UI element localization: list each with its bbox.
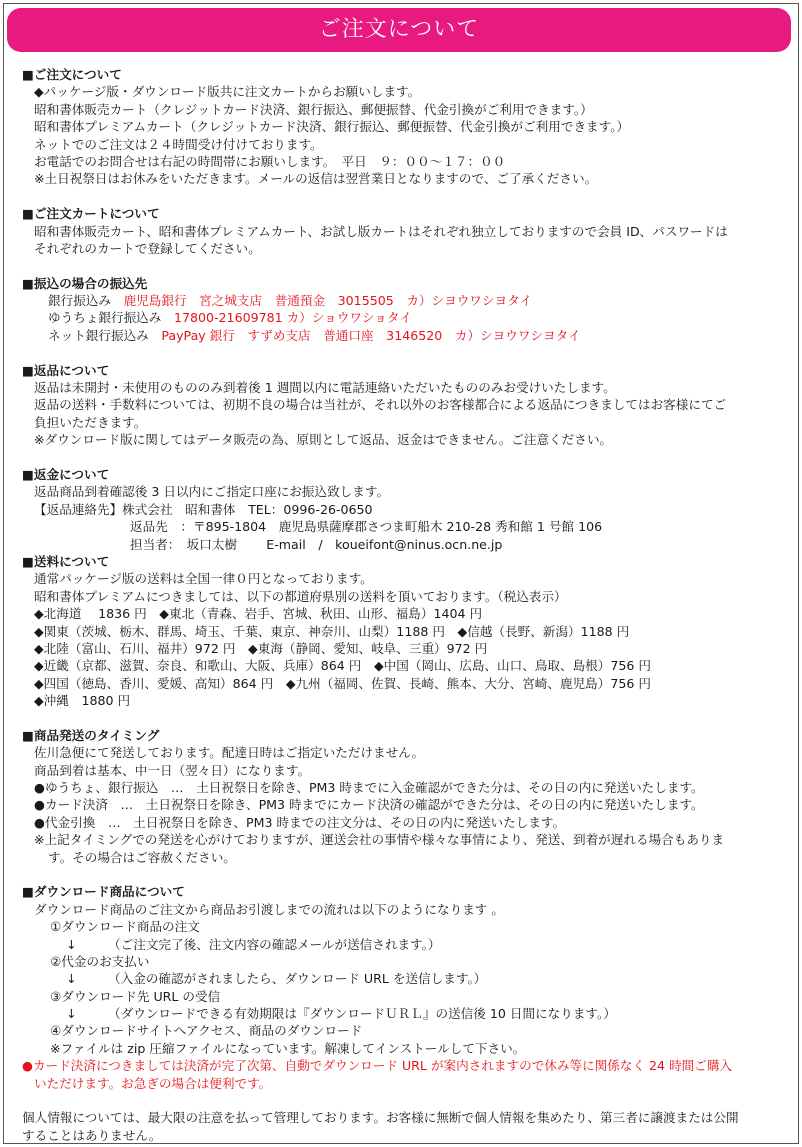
cart-line: それぞれのカートで登録してください。 [34, 240, 261, 256]
shipping-fee-region: ◆北海道 1836 円 ◆東北（青森、岩手、宮城、秋田、山形、福島）1404 円 [34, 606, 483, 622]
download-step-note: ↓ （ご注文完了後、注文内容の確認メールが送信されます。） [66, 936, 441, 952]
cart-line: 昭和書体販売カート、昭和書体プレミアムカート、お試し版カートはそれぞれ独立しておりますので会員 ID、パスワードは [34, 223, 728, 239]
dispatch-line: ※上記タイミングでの発送を心がけておりますが、運送会社の事情や様々な事情により、発送、到着が遅れる場合もありま [34, 832, 725, 848]
section-heading-order: ■ご注文について [22, 67, 122, 82]
card-download-note: いただけます。お急ぎの場合は便利です。 [34, 1075, 272, 1091]
shipping-fee-region: ◆四国（徳島、香川、愛媛、高知）864 円 ◆九州（福岡、佐賀、長崎、熊本、大分、宮崎、鹿児島）756 円 [34, 675, 651, 691]
download-step: ①ダウンロード商品の注文 [50, 919, 200, 935]
dispatch-line: ●代金引換 … 土日祝祭日を除き、PM3 時までの注文分は、その日の内に発送いたします。 [34, 814, 566, 830]
shipping-fee-line: 昭和書体プレミアムにつきましては、以下の都道府県別の送料を頂いております。（税込表示） [34, 588, 567, 604]
dispatch-line: 商品到着は基本、中一日（翌々日）になります。 [34, 762, 311, 778]
shipping-fee-region: ◆近畿（京都、滋賀、奈良、和歌山、大阪、兵庫）864 円 ◆中国（岡山、広島、山口、鳥取、島根）756 円 [34, 658, 651, 674]
dispatch-line: ●ゆうちょ、銀行振込 … 土日祝祭日を除き、PM3 時までに入金確認ができた分は、その日の内に発送いたします。 [34, 780, 704, 796]
section-heading-transfer: ■振込の場合の振込先 [22, 275, 148, 291]
returns-line: ※ダウンロード版に関してはデータ販売の為、原則として返品、返金はできません。ご注意ください。 [34, 432, 613, 448]
yucho-transfer-account: 17800-21609781 カ）ショウワショタイ [173, 310, 412, 326]
section-heading-shipping-fee: ■送料について [22, 553, 110, 569]
zip-note: ※ファイルは zip 圧縮ファイルになっています。解凍してインストールして下さい。 [50, 1040, 526, 1056]
section-heading-download: ■ダウンロード商品について [22, 884, 185, 900]
refund-address: 返品先 ：〒895-1804 鹿児島県薩摩郡さつま町船木 210-28 秀和館 1 号館 106 [130, 519, 603, 535]
privacy-line: することはありません。 [22, 1127, 162, 1143]
net-bank-transfer-row [22, 327, 782, 344]
order-line: ◆パッケージ版・ダウンロード版共に注文カートからお願いします。 [34, 84, 421, 100]
download-step: ③ダウンロード先 URL の受信 [50, 988, 221, 1004]
order-info-content [22, 66, 782, 1144]
download-line: ダウンロード商品のご注文から商品お引渡しまでの流れは以下のようになります 。 [34, 901, 504, 917]
bank-transfer-row [22, 292, 782, 309]
section-heading-dispatch: ■商品発送のタイミング [22, 727, 160, 743]
bank-transfer-label: 銀行振込み [48, 293, 111, 309]
order-line: ネットでのご注文は２４時間受け付けております。 [34, 136, 323, 152]
page-title: ご注文について [7, 8, 791, 52]
dispatch-line: 佐川急便にて発送しております。配達日時はご指定いただけません。 [34, 745, 425, 761]
order-line: お電話でのお問合せは右記の時間帯にお願いします。 平日 ９：００～１７：００ [34, 153, 506, 169]
shipping-fee-line: 通常パッケージ版の送料は全国一律０円となっております。 [34, 571, 373, 587]
refund-person: 担当者： 坂口太樹 E-mail / koueifont@ninus.ocn.ne.jp [130, 536, 503, 552]
returns-line: 返品は未開封・未使用のもののみ到着後 1 週間以内に電話連絡いただいたもののみお受けいたします。 [34, 380, 616, 396]
card-download-note: ●カード決済につきましては決済が完了次第、自動でダウンロード URL が案内されますので休み等に関係なく 24 時間ご購入 [22, 1058, 733, 1074]
order-line: 昭和書体プレミアムカート（クレジットカード決済、銀行振込、郵便振替、代金引換がご利用できます。） [34, 119, 630, 135]
order-line: ※土日祝祭日はお休みをいただきます。メールの返信は翌営業日となりますので、ご了承ください。 [34, 171, 598, 187]
shipping-fee-region: ◆沖縄 1880 円 [34, 693, 131, 709]
section-heading-returns: ■返品について [22, 362, 110, 378]
privacy-line: 個人情報については、最大限の注意を払って管理しております。お客様に無断で個人情報を集めたり、第三者に譲渡または公開 [22, 1110, 739, 1126]
refund-line: 返品商品到着確認後 3 日以内にご指定口座にお振込致します。 [34, 484, 390, 500]
dispatch-line: す。その場合はご容赦ください。 [48, 849, 236, 865]
download-step-note: ↓ （ダウンロードできる有効期限は『ダウンロードＵＲＬ』の送信後 10 日間になります。） [66, 1006, 616, 1022]
shipping-fee-region: ◆北陸（富山、石川、福井）972 円 ◆東海（静岡、愛知、岐阜、三重）972 円 [34, 640, 488, 656]
yucho-transfer-row [22, 309, 782, 326]
shipping-fee-region: ◆関東（茨城、栃木、群馬、埼玉、千葉、東京、神奈川、山梨）1188 円 ◆信越（長野、新潟）1188 円 [34, 623, 630, 639]
order-line: 昭和書体販売カート（クレジットカード決済、銀行振込、郵便振替、代金引換がご利用できます。） [34, 101, 593, 117]
refund-contact: 【返品連絡先】株式会社 昭和書体 TEL：0996-26-0650 [34, 501, 373, 517]
download-step: ④ダウンロードサイトへアクセス、商品のダウンロード [50, 1023, 363, 1039]
bank-transfer-account: 鹿児島銀行 宮之城支店 普通預金 3015505 カ）シヨウワシヨタイ [123, 293, 533, 309]
net-bank-transfer-label: ネット銀行振込み [48, 327, 149, 343]
yucho-transfer-label: ゆうちょ銀行振込み [48, 310, 162, 326]
net-bank-transfer-account: PayPay 銀行 すずめ支店 普通口座 3146520 カ）シヨウワシヨタイ [161, 327, 581, 343]
returns-line: 負担いただきます。 [34, 414, 147, 430]
download-step-note: ↓ （入金の確認がされましたら、ダウンロード URL を送信します。） [66, 971, 487, 987]
returns-line: 返品の送料・手数料については、初期不良の場合は当社が、それ以外のお客様都合による返品につきましてはお客様にてご [34, 397, 727, 413]
dispatch-line: ●カード決済 … 土日祝祭日を除き、PM3 時までにカード決済の確認ができた分は、その日の内に発送いたします。 [34, 797, 704, 813]
download-step: ②代金のお支払い [50, 953, 150, 969]
section-heading-cart: ■ご注文カートについて [22, 206, 160, 222]
section-heading-refund: ■返金について [22, 466, 110, 482]
